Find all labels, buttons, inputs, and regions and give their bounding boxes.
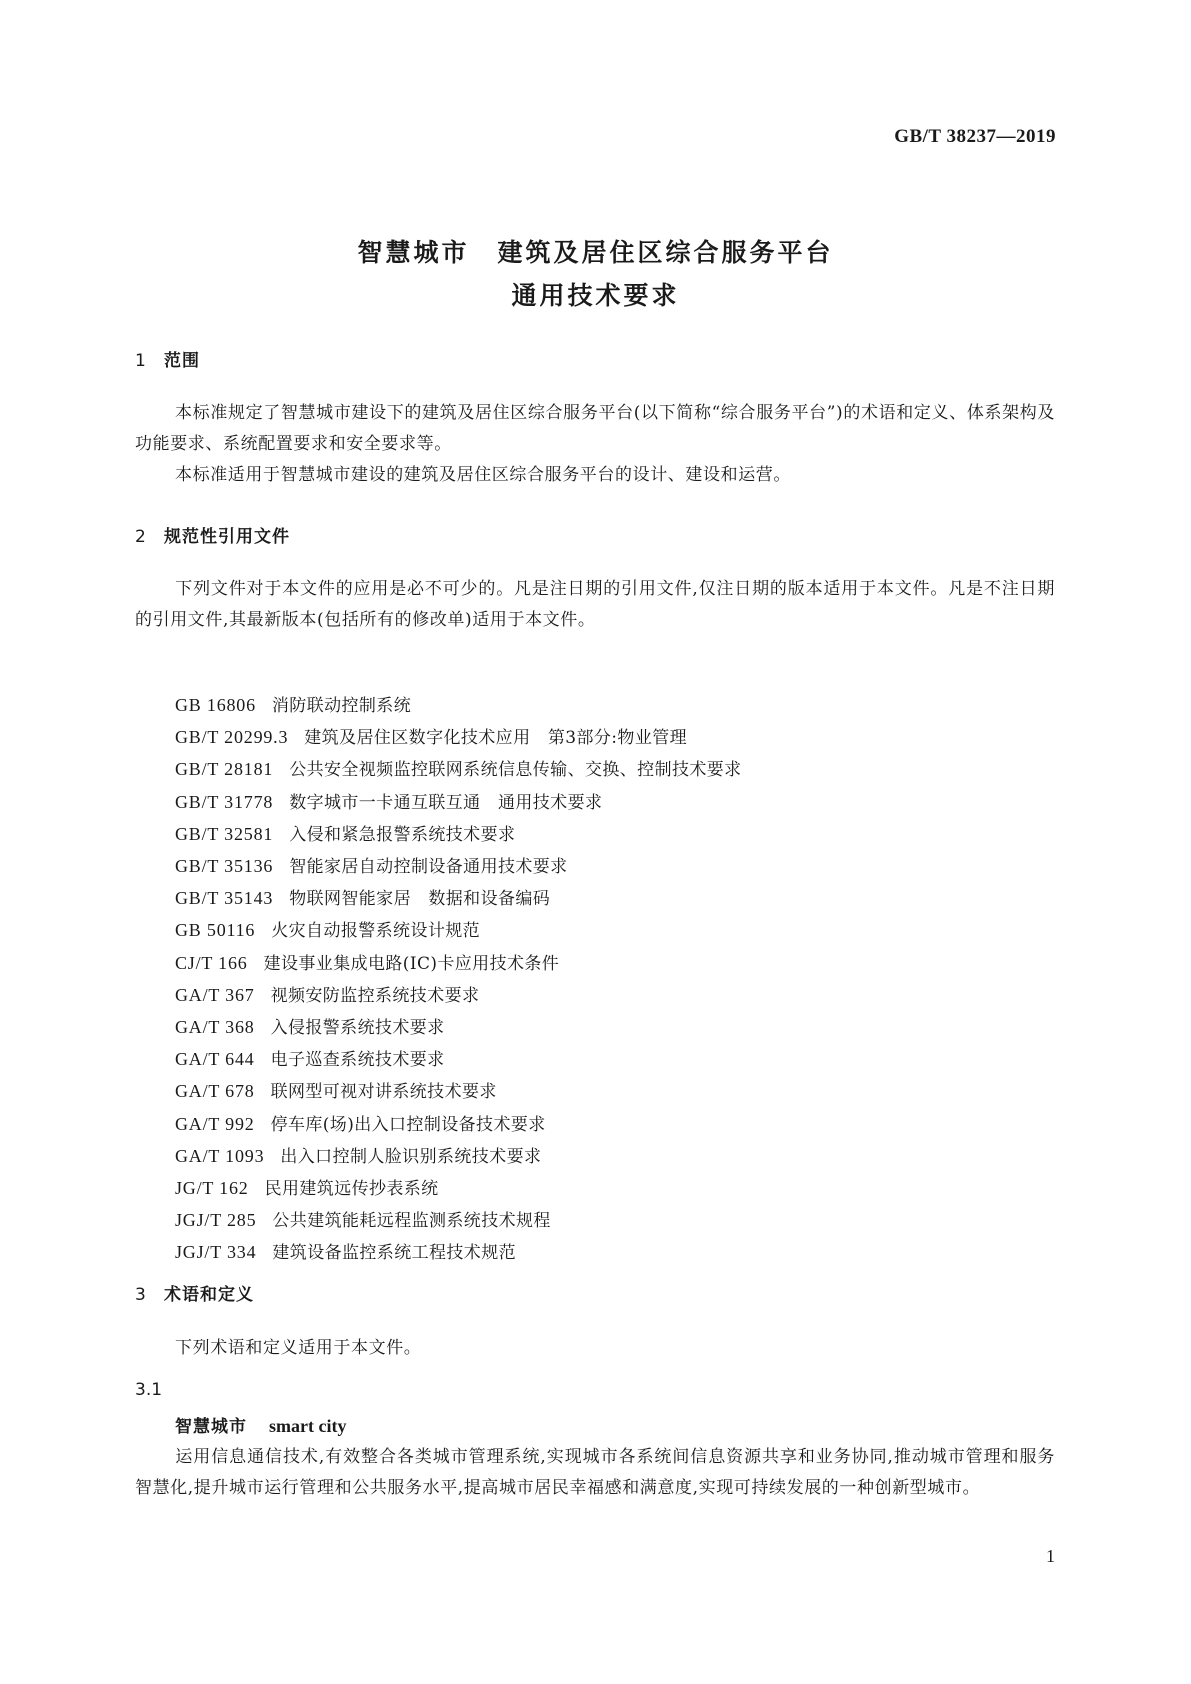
reference-code: GA/T 368 [175,1017,255,1038]
document-code: GB/T 38237—2019 [894,126,1056,147]
paragraph-text: 本标准适用于智慧城市建设的建筑及居住区综合服务平台的设计、建设和运营。 [175,465,791,485]
term-definition [135,1442,1055,1504]
reference-code: JGJ/T 285 [175,1210,257,1231]
section-1-paragraph-2 [135,460,1055,491]
reference-title: 火灾自动报警系统设计规范 [271,921,481,942]
reference-code: GA/T 644 [175,1049,255,1070]
reference-title: 入侵和紧急报警系统技术要求 [289,824,516,845]
reference-item [175,1173,742,1205]
section-1-paragraph-1 [135,398,1055,460]
reference-item [175,1237,742,1269]
reference-title: 视频安防监控系统技术要求 [270,985,480,1006]
document-title-line-1: 智慧城市 建筑及居住区综合服务平台 [357,238,834,267]
reference-code: CJ/T 166 [175,952,248,973]
reference-title: 入侵报警系统技术要求 [270,1018,445,1039]
reference-item [175,1012,742,1044]
reference-item [175,787,742,819]
reference-code: GA/T 678 [175,1081,255,1102]
reference-title: 公共建筑能耗远程监测系统技术规程 [272,1211,551,1232]
reference-code: GB/T 32581 [175,823,274,844]
reference-code: GA/T 1093 [175,1145,265,1166]
paragraph-text: 运用信息通信技术,有效整合各类城市管理系统,实现城市各系统间信息资源共享和业务协同,推动城市管理和服务智慧化,提升城市运行管理和公共服务水平,提高城市居民幸福感和满意度,实现可持续发展的一种创新型城市。 [135,1447,1055,1498]
term-name [175,1412,346,1437]
page-number: 1 [1046,1546,1055,1566]
reference-title: 物联网智能家居 数据和设备编码 [289,889,551,910]
reference-item [175,915,742,947]
section-number: 1 [135,351,147,371]
reference-code: GB 16806 [175,695,256,715]
section-title: 术语和定义 [164,1285,254,1305]
reference-item [175,754,742,786]
term-name-english: smart city [269,1416,347,1436]
reference-item [175,980,742,1012]
reference-item [175,948,742,980]
reference-code: GB/T 31778 [175,791,274,812]
reference-item [175,883,742,915]
section-number: 3 [135,1285,147,1305]
reference-title: 公共安全视频监控联网系统信息传输、交换、控制技术要求 [289,760,742,781]
reference-code: GA/T 367 [175,984,255,1005]
reference-title: 数字城市一卡通互联互通 通用技术要求 [289,792,603,813]
paragraph-text: 下列术语和定义适用于本文件。 [175,1338,422,1358]
reference-code: GB/T 35143 [175,888,274,909]
reference-title: 民用建筑远传抄表系统 [264,1179,439,1200]
reference-item [175,1141,742,1173]
reference-code: JGJ/T 334 [175,1242,257,1263]
reference-code: GB/T 20299.3 [175,727,289,748]
reference-item [175,1205,742,1237]
reference-title: 智能家居自动控制设备通用技术要求 [289,857,568,878]
section-title: 范围 [164,351,200,371]
reference-item [175,1076,742,1108]
section-number: 2 [135,527,147,547]
reference-item [175,1044,742,1076]
reference-code: GB 50116 [175,920,256,941]
section-2-heading [135,522,290,547]
reference-code: GB/T 35136 [175,856,274,877]
document-title-line-2: 通用技术要求 [511,281,680,310]
term-name-chinese: 智慧城市 [175,1417,247,1437]
reference-item [175,819,742,851]
reference-title: 建设事业集成电路(IC)卡应用技术条件 [263,953,560,974]
term-number: 3.1 [135,1380,163,1400]
reference-item [175,1109,742,1141]
reference-code: GB/T 28181 [175,759,274,780]
reference-item [175,690,742,722]
reference-title: 建筑设备监控系统工程技术规范 [272,1243,516,1264]
section-title: 规范性引用文件 [164,527,290,547]
reference-code: JG/T 162 [175,1178,249,1199]
section-3-paragraph-1 [135,1333,1055,1364]
normative-reference-list [175,690,742,1270]
reference-title: 电子巡查系统技术要求 [270,1050,445,1071]
reference-title: 停车库(场)出入口控制设备技术要求 [270,1114,546,1135]
reference-code: GA/T 992 [175,1113,255,1134]
reference-title: 联网型可视对讲系统技术要求 [270,1082,497,1103]
reference-title: 建筑及居住区数字化技术应用 第3部分:物业管理 [304,728,688,749]
reference-item [175,722,742,754]
section-3-heading [135,1280,254,1305]
reference-title: 出入口控制人脸识别系统技术要求 [280,1146,542,1167]
paragraph-text: 下列文件对于本文件的应用是必不可少的。凡是注日期的引用文件,仅注日期的版本适用于本文件。凡是不注日期的引用文件,其最新版本(包括所有的修改单)适用于本文件。 [135,579,1055,630]
section-2-paragraph-1 [135,574,1055,636]
reference-item [175,851,742,883]
section-1-heading [135,346,200,371]
paragraph-text: 本标准规定了智慧城市建设下的建筑及居住区综合服务平台(以下简称“综合服务平台”)的术语和定义、体系架构及功能要求、系统配置要求和安全要求等。 [135,403,1055,454]
reference-title: 消防联动控制系统 [271,696,412,716]
